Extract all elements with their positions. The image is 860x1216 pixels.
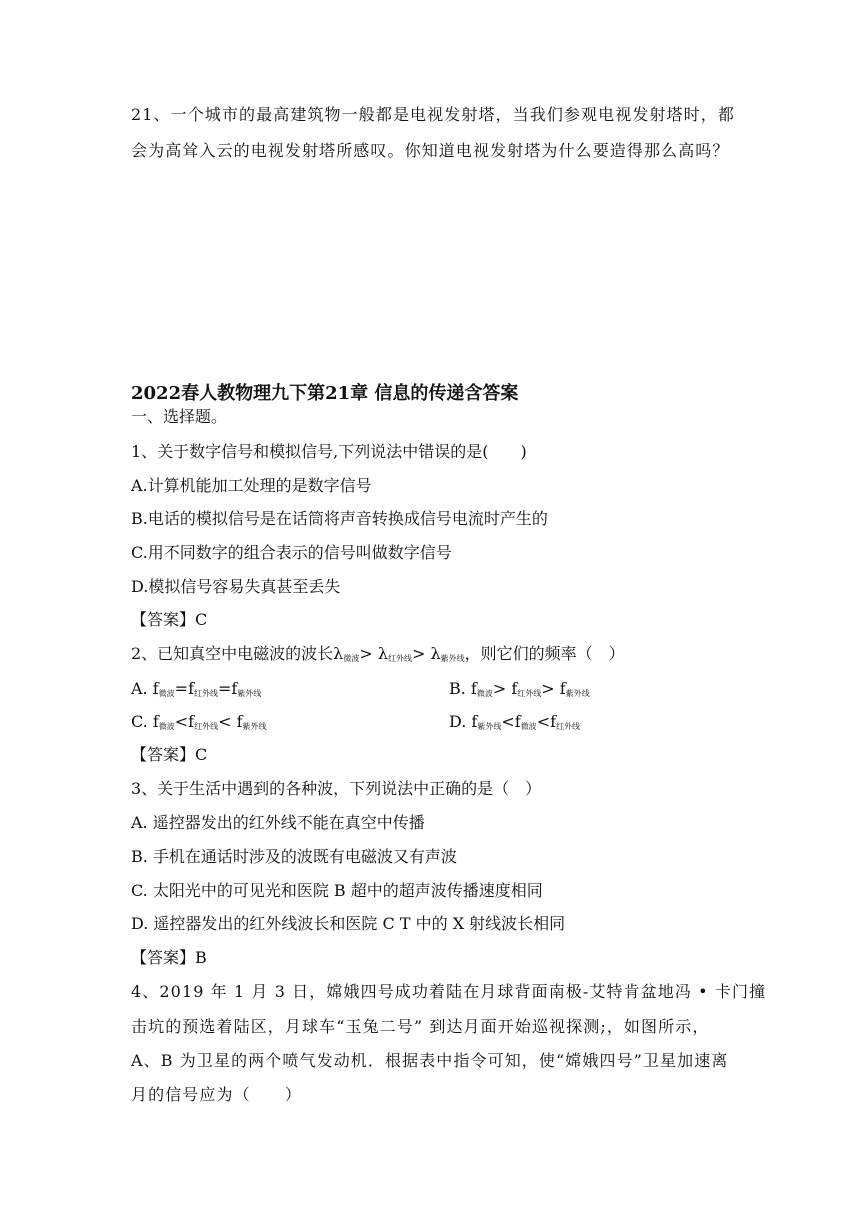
q2-option-b: [449, 678, 590, 705]
subscript: 紫外线: [440, 654, 465, 663]
operator: > λ: [411, 644, 441, 663]
q1-option-d: D.模拟信号容易失真甚至丢失: [131, 577, 341, 596]
section-heading: 一、选择题。: [131, 407, 228, 426]
option-label: C. f: [131, 712, 159, 731]
subscript: 红外线: [193, 689, 218, 698]
subscript: 紫外线: [565, 689, 590, 698]
q4-line-2: 击坑的预选着陆区，月球车“玉兔二号” 到达月面开始巡视探测;，如图所示，: [131, 1017, 710, 1036]
q1-option-b: B.电话的模拟信号是在话筒将声音转换成信号电流时产生的: [131, 509, 548, 528]
option-label: B. f: [449, 679, 477, 698]
q2-option-d: [449, 711, 580, 738]
operator: > f: [541, 679, 566, 698]
q21-line-1: 21、一个城市的最高建筑物一般都是电视发射塔，当我们参观电视发射塔时，都: [131, 105, 735, 124]
q1-option-c: C.用不同数字的组合表示的信号叫做数字信号: [131, 543, 452, 562]
operator: <f: [536, 712, 557, 731]
q1-option-a: A.计算机能加工处理的是数字信号: [131, 476, 372, 495]
subscript: 紫外线: [477, 722, 502, 731]
subscript: 微波: [343, 654, 360, 663]
q2-options-row-1: [131, 678, 590, 705]
option-label: D. f: [449, 712, 478, 731]
q1-stem: 1、关于数字信号和模拟信号,下列说法中错误的是( ): [131, 442, 527, 461]
subscript: 微波: [158, 689, 175, 698]
operator: =f: [174, 679, 194, 698]
q2-stem: [131, 643, 625, 670]
q2-option-a: [131, 678, 261, 705]
q3-stem: 3、关于生活中遇到的各种波，下列说法中正确的是（ ）: [131, 779, 542, 798]
subscript: 微波: [520, 722, 537, 731]
operator: < f: [218, 712, 243, 731]
q3-answer: 【答案】B: [131, 948, 207, 967]
q4-line-3: A、B 为卫星的两个喷气发动机．根据表中指令可知，使“嫦娥四号”卫星加速离: [131, 1051, 729, 1070]
q3-option-c: C. 太阳光中的可见光和医院 B 超中的超声波传播速度相同: [131, 881, 543, 900]
operator: > λ: [359, 644, 388, 663]
subscript: 红外线: [556, 722, 581, 731]
subscript: 红外线: [517, 689, 542, 698]
operator: > f: [492, 679, 518, 698]
q2-stem-prefix: 2、已知真空中电磁波的波长λ: [131, 644, 344, 663]
document-title: 2022春人教物理九下第21章 信息的传递含答案: [131, 383, 519, 404]
q3-option-d: D. 遥控器发出的红外线波长和医院 C T 中的 X 射线波长相同: [131, 914, 566, 933]
q4-line-4: 月的信号应为（ ）: [131, 1085, 303, 1104]
subscript: 红外线: [387, 654, 412, 663]
subscript: 紫外线: [237, 689, 262, 698]
q3-option-b: B. 手机在通话时涉及的波既有电磁波又有声波: [131, 847, 457, 866]
subscript: 红外线: [194, 722, 219, 731]
q3-option-a: A. 遥控器发出的红外线不能在真空中传播: [131, 813, 425, 832]
subscript: 微波: [158, 722, 175, 731]
operator: =f: [217, 679, 238, 698]
q1-answer: 【答案】C: [131, 610, 208, 629]
operator: <f: [501, 712, 521, 731]
subscript: 微波: [476, 689, 493, 698]
q2-option-c: [131, 711, 267, 738]
option-label: A. f: [131, 679, 159, 698]
q2-answer: 【答案】C: [131, 745, 208, 764]
q2-options-row-2: [131, 711, 581, 738]
q2-stem-suffix: ，则它们的频率（ ）: [464, 644, 625, 663]
subscript: 紫外线: [242, 722, 267, 731]
q21-line-2: 会为高耸入云的电视发射塔所感叹。你知道电视发射塔为什么要造得那么高吗？: [131, 141, 730, 160]
q4-line-1: 4、2019 年 1 月 3 日，嫦娥四号成功着陆在月球背面南极-艾特肯盆地冯 • 卡门撞: [131, 982, 767, 1001]
operator: <f: [174, 712, 195, 731]
